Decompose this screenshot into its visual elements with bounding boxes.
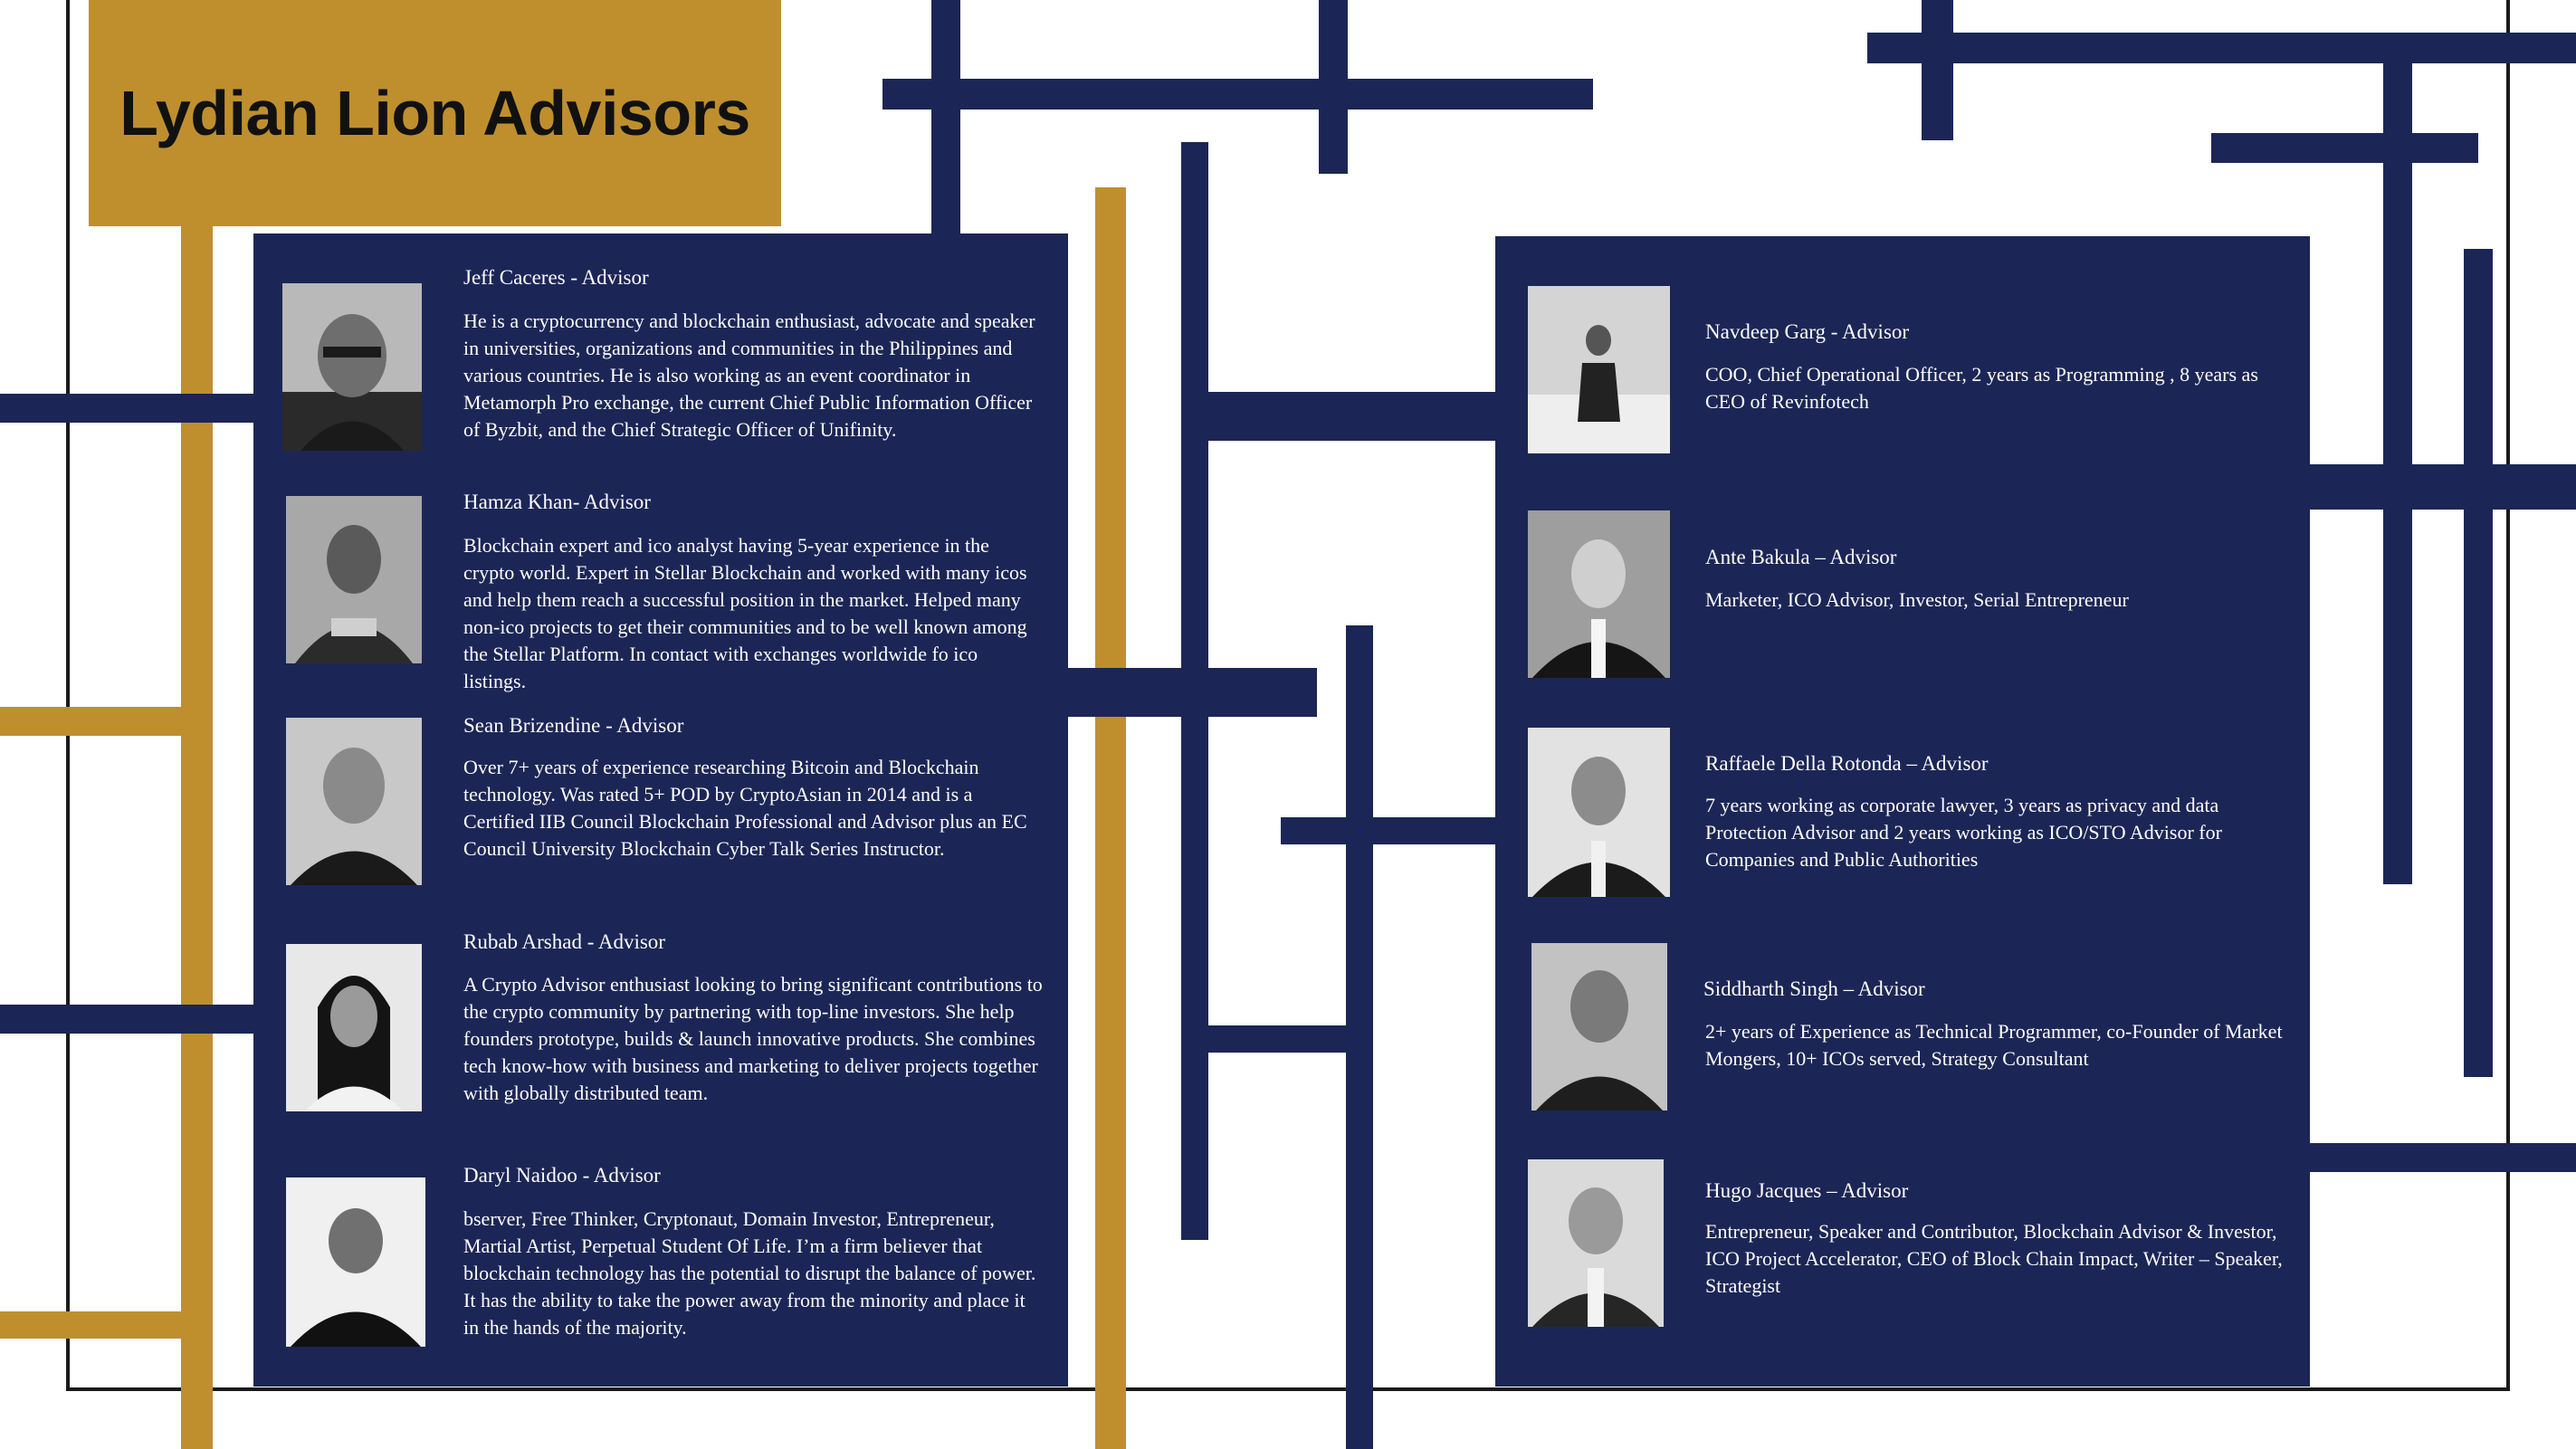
advisor-description: Marketer, ICO Advisor, Investor, Serial Entrepreneur bbox=[1705, 588, 2129, 611]
decor-bar bbox=[1095, 187, 1126, 1449]
advisor-name: Siddharth Singh – Advisor bbox=[1703, 977, 1925, 1000]
decor-bar bbox=[2464, 249, 2493, 1077]
advisor-description: A Crypto Advisor enthusiast looking to bring significant contributions to the crypto community by partnering with top-line investors. She help founders prototype, builds & launch innovative products. She combines tech know-how with business and marketing to deliver projects together with globally distributed team. bbox=[463, 973, 1043, 1104]
portrait-photo-icon bbox=[1528, 286, 1670, 453]
decor-bar bbox=[1922, 0, 1953, 140]
advisor-description: Blockchain expert and ico analyst having 5-year experience in the crypto world. Expert in Stellar Blockchain and worked with many icos and help them reach a successful position in the market. Helped many non-ico projects to get their communities and to be well known among the Stellar Platform. In contact with exchanges worldwide fo ico listings. bbox=[463, 534, 1027, 692]
advisor-name: Sean Brizendine - Advisor bbox=[463, 714, 684, 737]
advisor-card bbox=[253, 234, 1068, 1387]
decor-bar bbox=[0, 707, 181, 736]
advisor-description: COO, Chief Operational Officer, 2 years as Programming , 8 years as CEO of Revinfotech bbox=[1705, 363, 2258, 413]
advisor-description: bserver, Free Thinker, Cryptonaut, Domain Investor, Entrepreneur, Martial Artist, Perpetual Student Of Life. I’m a firm believer that blockchain technology has the potential to disrupt the balance of power. It has the ability to take the power away from the minority and place it in the hands of the majority. bbox=[463, 1207, 1036, 1339]
decor-bar bbox=[1181, 1025, 1371, 1053]
decor-bar bbox=[0, 1005, 258, 1034]
right-advisors-panel bbox=[1495, 236, 2310, 1387]
portrait-photo-icon bbox=[1528, 1159, 1664, 1327]
decor-bar bbox=[1281, 817, 1525, 844]
advisor-name: Hamza Khan- Advisor bbox=[463, 491, 651, 513]
decor-bar bbox=[1059, 668, 1317, 717]
advisor-card bbox=[1495, 236, 2310, 1387]
portrait-photo-icon bbox=[1528, 510, 1670, 678]
decor-bar bbox=[1181, 392, 1525, 441]
portrait-photo-icon bbox=[282, 283, 422, 451]
title-banner bbox=[89, 0, 781, 226]
decor-bar bbox=[0, 394, 258, 423]
decor-bar bbox=[1867, 33, 2576, 63]
portrait-photo-icon bbox=[1528, 728, 1670, 897]
portrait-photo-icon bbox=[286, 1177, 425, 1347]
decor-bar bbox=[2308, 464, 2576, 510]
advisor-description: Over 7+ years of experience researching Bitcoin and Blockchain technology. Was rated 5+ POD by CryptoAsian in 2014 and is a Certified IIB Council Blockchain Professional and Advisor plus an EC Council University Blockchain Cyber Talk Series Instructor. bbox=[463, 756, 1027, 860]
advisor-name: Ante Bakula – Advisor bbox=[1705, 546, 1897, 568]
advisor-description: Entrepreneur, Speaker and Contributor, Blockchain Advisor & Investor, ICO Project Accelerator, CEO of Block Chain Impact, Writer – Speaker, Strategist bbox=[1705, 1220, 2283, 1297]
portrait-photo-icon bbox=[286, 718, 422, 885]
page-title: Lydian Lion Advisors bbox=[119, 78, 750, 148]
left-advisors-panel bbox=[253, 234, 1068, 1387]
portrait-photo-icon bbox=[286, 944, 422, 1111]
portrait-photo-icon bbox=[286, 496, 422, 663]
advisor-description: 2+ years of Experience as Technical Programmer, co-Founder of Market Mongers, 10+ ICOs served, Strategy Consultant bbox=[1705, 1020, 2283, 1070]
decor-bar bbox=[1319, 0, 1348, 174]
advisor-name: Daryl Naidoo - Advisor bbox=[463, 1164, 661, 1187]
advisor-name: Jeff Caceres - Advisor bbox=[463, 266, 649, 289]
decor-bar bbox=[2211, 133, 2478, 163]
advisor-description: 7 years working as corporate lawyer, 3 years as privacy and data Protection Advisor and 2 years working as ICO/STO Advisor for Companies and Public Authorities bbox=[1705, 794, 2222, 871]
advisor-name: Hugo Jacques – Advisor bbox=[1705, 1179, 1909, 1202]
advisor-name: Rubab Arshad - Advisor bbox=[463, 930, 665, 953]
portrait-photo-icon bbox=[1531, 943, 1667, 1111]
advisor-description: He is a cryptocurrency and blockchain enthusiast, advocate and speaker in universities, organizations and communities in the Philippines and various countries. He is also working as an event coordinator in Metamorph Pro exchange, the current Chief Public Information Officer of Byzbit, and the Chief Strategic Officer of Unifinity. bbox=[463, 310, 1035, 441]
decor-bar bbox=[0, 1311, 181, 1339]
advisor-name: Raffaele Della Rotonda – Advisor bbox=[1705, 752, 1989, 775]
advisor-name: Navdeep Garg - Advisor bbox=[1705, 320, 1910, 343]
decor-bar bbox=[883, 79, 1593, 110]
decor-bar bbox=[2308, 1143, 2576, 1172]
